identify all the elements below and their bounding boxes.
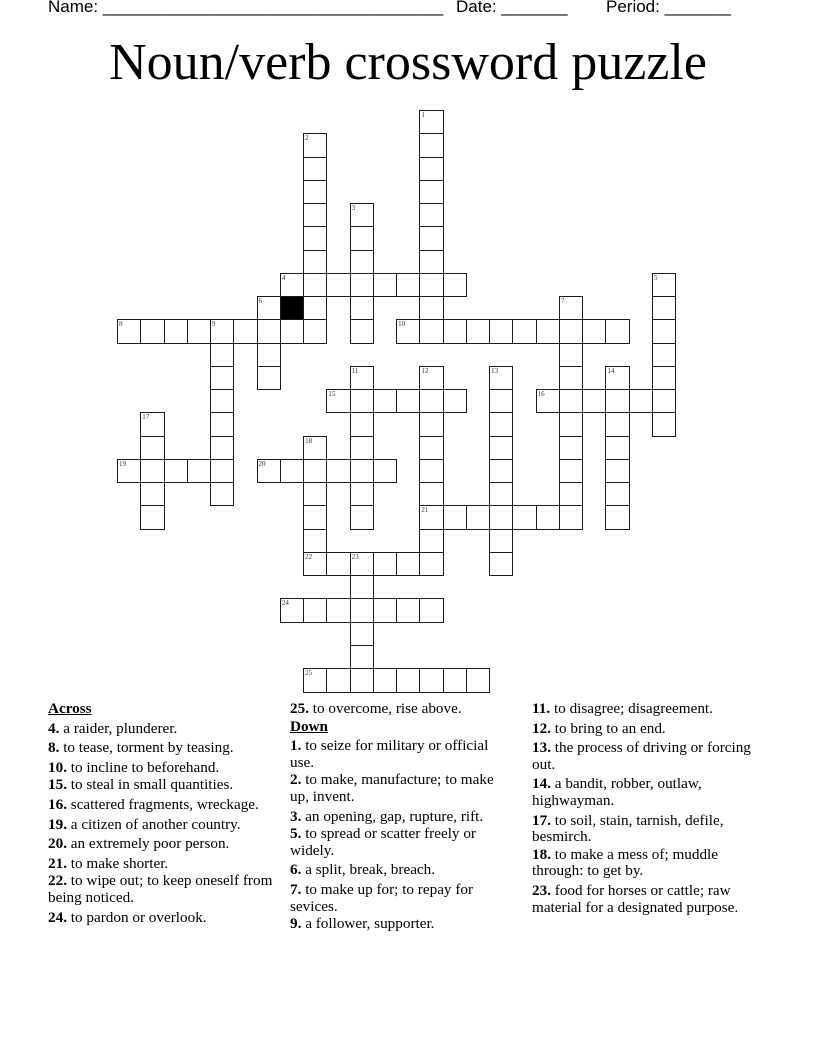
- clue-number: 17.: [532, 811, 551, 829]
- grid-cell[interactable]: [373, 273, 397, 297]
- grid-cell[interactable]: [419, 436, 443, 460]
- grid-cell[interactable]: [489, 366, 513, 390]
- clue-across-19: [48, 817, 274, 834]
- grid-cell[interactable]: [280, 319, 304, 343]
- clue-across-8: [48, 740, 274, 757]
- clue-text: food for horses or cattle; raw material for a designated purpose.: [532, 881, 739, 916]
- grid-cell[interactable]: [536, 505, 560, 529]
- grid-cell[interactable]: [303, 133, 327, 157]
- page-title: Noun/verb crossword puzzle: [109, 34, 707, 91]
- grid-cell[interactable]: [396, 319, 420, 343]
- grid-cell[interactable]: [210, 343, 234, 367]
- clue-text: to pardon or overlook.: [66, 908, 207, 926]
- cell-number: 17: [142, 413, 150, 422]
- grid-cell[interactable]: [350, 250, 374, 274]
- grid-cell[interactable]: [605, 319, 629, 343]
- grid-cell[interactable]: [350, 389, 374, 413]
- clue-number: 21.: [48, 854, 67, 872]
- grid-cell[interactable]: [326, 598, 350, 622]
- grid-cell[interactable]: [210, 412, 234, 436]
- grid-cell[interactable]: [164, 459, 188, 483]
- clue-text: to bring to an end.: [550, 719, 666, 737]
- clue-number: 19.: [48, 815, 67, 833]
- cell-number: 9: [212, 320, 216, 329]
- grid-cell[interactable]: [210, 436, 234, 460]
- grid-cell[interactable]: [350, 296, 374, 320]
- grid-cell[interactable]: [350, 412, 374, 436]
- grid-cell[interactable]: [419, 366, 443, 390]
- grid-cell[interactable]: [559, 366, 583, 390]
- cell-number: 5: [653, 273, 658, 282]
- cell-number: 10: [398, 320, 406, 329]
- grid-cell[interactable]: [605, 505, 629, 529]
- clue-text: to tease, torment by teasing.: [59, 739, 234, 757]
- clue-number: 5.: [290, 825, 302, 843]
- grid-cell[interactable]: [512, 319, 536, 343]
- grid-cell[interactable]: [350, 459, 374, 483]
- grid-cell[interactable]: [140, 459, 164, 483]
- grid-cell[interactable]: [559, 343, 583, 367]
- grid-cell[interactable]: [303, 250, 327, 274]
- grid-cell[interactable]: [350, 203, 374, 227]
- grid-cell[interactable]: [419, 110, 443, 134]
- grid-cell[interactable]: [280, 273, 304, 297]
- grid-cell[interactable]: [466, 668, 490, 692]
- grid-cell[interactable]: [140, 412, 164, 436]
- clue-text: to disagree; disagreement.: [550, 700, 713, 717]
- grid-cell[interactable]: [303, 273, 327, 297]
- grid-cell[interactable]: [489, 459, 513, 483]
- grid-cell[interactable]: [419, 319, 443, 343]
- clues-column-2: [290, 701, 516, 936]
- clue-down-18: [532, 847, 758, 880]
- grid-cell[interactable]: [140, 319, 164, 343]
- grid-cell[interactable]: [559, 296, 583, 320]
- grid-cell[interactable]: [303, 598, 327, 622]
- clue-text: to overcome, rise above.: [308, 700, 462, 717]
- grid-cell[interactable]: [396, 668, 420, 692]
- grid-cell[interactable]: [466, 319, 490, 343]
- grid-cell[interactable]: [443, 389, 467, 413]
- down-heading: Down: [290, 717, 328, 735]
- grid-cell[interactable]: [419, 389, 443, 413]
- grid-cell[interactable]: [210, 389, 234, 413]
- cell-number: 16: [537, 390, 545, 399]
- clue-across-24: [48, 910, 274, 927]
- cell-number: 15: [328, 390, 336, 399]
- grid-cell[interactable]: [350, 645, 374, 669]
- clue-down-5: [290, 826, 516, 859]
- grid-cell[interactable]: [443, 668, 467, 692]
- clue-across-4: [48, 721, 274, 738]
- clue-across-21: [48, 856, 274, 873]
- clue-number: 9.: [290, 915, 302, 933]
- date-field-label[interactable]: Date: _______: [456, 0, 568, 16]
- clue-text: to spread or scatter freely or widely.: [290, 825, 476, 859]
- grid-cell[interactable]: [117, 319, 141, 343]
- clue-text: to make a mess of; muddle through: to get by.: [532, 845, 719, 880]
- grid-cell[interactable]: [443, 319, 467, 343]
- grid-cell[interactable]: [512, 505, 536, 529]
- grid-cell[interactable]: [419, 226, 443, 250]
- grid-cell[interactable]: [489, 529, 513, 553]
- grid-cell[interactable]: [117, 459, 141, 483]
- clue-down-2: [290, 772, 516, 805]
- clue-text: a bandit, robber, outlaw, highwayman.: [532, 775, 702, 809]
- grid-cell[interactable]: [326, 389, 350, 413]
- grid-cell[interactable]: [257, 343, 281, 367]
- clue-text: to make shorter.: [66, 854, 169, 872]
- grid-cell[interactable]: [419, 203, 443, 227]
- grid-cell[interactable]: [652, 389, 676, 413]
- clue-down-17: [532, 813, 758, 846]
- grid-cell[interactable]: [605, 389, 629, 413]
- across-heading: Across: [48, 700, 92, 717]
- clue-text: to steal in small quantities.: [66, 776, 234, 794]
- grid-cell[interactable]: [350, 622, 374, 646]
- grid-cell[interactable]: [350, 319, 374, 343]
- clues-column-3: [532, 701, 758, 919]
- cell-number: 12: [421, 366, 429, 375]
- clue-number: 22.: [48, 872, 67, 890]
- grid-cell[interactable]: [373, 552, 397, 576]
- grid-cell[interactable]: [303, 319, 327, 343]
- grid-cell[interactable]: [396, 389, 420, 413]
- grid-cell[interactable]: [373, 668, 397, 692]
- grid-cell[interactable]: [629, 389, 653, 413]
- grid-cell[interactable]: [559, 482, 583, 506]
- clue-text: an opening, gap, rupture, rift.: [301, 807, 484, 825]
- grid-cell[interactable]: [303, 552, 327, 576]
- clue-text: scattered fragments, wreckage.: [66, 795, 259, 813]
- clue-text: to soil, stain, tarnish, defile, besmirch.: [532, 811, 724, 846]
- grid-cell[interactable]: [652, 296, 676, 320]
- grid-cell[interactable]: [419, 598, 443, 622]
- grid-cell[interactable]: [350, 575, 374, 599]
- grid-cell[interactable]: [605, 459, 629, 483]
- clue-across-22: [48, 873, 274, 906]
- clue-across-25: [290, 701, 516, 718]
- grid-cell[interactable]: [303, 482, 327, 506]
- grid-cell[interactable]: [326, 668, 350, 692]
- grid-cell[interactable]: [210, 459, 234, 483]
- clue-text: to seize for military or official use.: [290, 737, 489, 771]
- grid-cell[interactable]: [559, 319, 583, 343]
- clue-across-10: [48, 760, 274, 777]
- clue-number: 25.: [290, 700, 309, 717]
- grid-cell[interactable]: [280, 598, 304, 622]
- grid-cell[interactable]: [489, 552, 513, 576]
- cell-number: 4: [281, 273, 286, 282]
- clue-text: to make, manufacture; to make up, invent.: [290, 771, 494, 805]
- grid-cell[interactable]: [396, 552, 420, 576]
- grid-cell[interactable]: [303, 436, 327, 460]
- cell-number: 19: [119, 459, 126, 468]
- cell-number: 3: [351, 204, 356, 213]
- grid-cell[interactable]: [443, 505, 467, 529]
- clues-column-1: [48, 701, 274, 929]
- grid-cell[interactable]: [326, 459, 350, 483]
- clue-text: to wipe out; to keep oneself from being noticed.: [48, 872, 273, 906]
- clue-down-7: [290, 882, 516, 915]
- grid-cell[interactable]: [257, 319, 281, 343]
- grid-cell[interactable]: [373, 389, 397, 413]
- clue-across-16: [48, 797, 274, 814]
- grid-cell[interactable]: [605, 436, 629, 460]
- clue-across-15: [48, 777, 274, 794]
- cell-number: 14: [607, 366, 615, 375]
- grid-cell[interactable]: [303, 226, 327, 250]
- grid-cell[interactable]: [140, 436, 164, 460]
- cell-number: 18: [305, 436, 313, 445]
- grid-cell[interactable]: [140, 482, 164, 506]
- grid-cell[interactable]: [164, 319, 188, 343]
- cell-number: 24: [281, 599, 289, 608]
- cell-number: 13: [491, 366, 499, 375]
- grid-cell[interactable]: [350, 366, 374, 390]
- clue-number: 20.: [48, 835, 67, 853]
- grid-cell[interactable]: [582, 389, 606, 413]
- grid-cell[interactable]: [350, 436, 374, 460]
- cell-number: 23: [351, 552, 359, 561]
- clue-down-3: [290, 809, 516, 826]
- grid-cell[interactable]: [419, 180, 443, 204]
- grid-cell[interactable]: [419, 296, 443, 320]
- grid-cell[interactable]: [303, 529, 327, 553]
- grid-cell[interactable]: [303, 296, 327, 320]
- clue-number: 6.: [290, 861, 302, 879]
- clue-text: a raider, plunderer.: [59, 719, 178, 737]
- grid-cell[interactable]: [326, 273, 350, 297]
- grid-cell[interactable]: [443, 273, 467, 297]
- clue-number: 11.: [532, 700, 551, 717]
- clue-text: the process of driving or forcing out.: [532, 739, 751, 773]
- grid-cell[interactable]: [652, 273, 676, 297]
- grid-cell[interactable]: [257, 459, 281, 483]
- cell-number: 8: [119, 320, 123, 329]
- grid-cell[interactable]: [303, 459, 327, 483]
- grid-cell[interactable]: [489, 436, 513, 460]
- clue-text: to incline to beforehand.: [66, 758, 220, 776]
- grid-cell[interactable]: [419, 157, 443, 181]
- grid-cell[interactable]: [373, 459, 397, 483]
- grid-black-cell: [280, 296, 304, 320]
- clue-number: 8.: [48, 739, 60, 757]
- grid-cell[interactable]: [210, 366, 234, 390]
- grid-cell[interactable]: [489, 505, 513, 529]
- grid-cell[interactable]: [210, 319, 234, 343]
- grid-cell[interactable]: [350, 482, 374, 506]
- grid-cell[interactable]: [419, 552, 443, 576]
- grid-cell[interactable]: [559, 412, 583, 436]
- grid-cell[interactable]: [210, 482, 234, 506]
- clue-text: a split, break, breach.: [301, 861, 436, 879]
- clue-down-13: [532, 740, 758, 773]
- clue-number: 16.: [48, 795, 67, 813]
- clue-text: a follower, supporter.: [301, 915, 435, 933]
- grid-cell[interactable]: [350, 598, 374, 622]
- grid-cell[interactable]: [652, 319, 676, 343]
- grid-cell[interactable]: [605, 412, 629, 436]
- clue-number: 1.: [290, 737, 302, 755]
- clue-number: 14.: [532, 775, 551, 793]
- grid-cell[interactable]: [559, 436, 583, 460]
- grid-cell[interactable]: [257, 296, 281, 320]
- clue-text: a citizen of another country.: [66, 815, 241, 833]
- grid-cell[interactable]: [257, 366, 281, 390]
- grid-cell[interactable]: [396, 273, 420, 297]
- clue-down-9: [290, 916, 516, 933]
- cell-number: 7: [560, 297, 565, 306]
- grid-cell[interactable]: [419, 459, 443, 483]
- student-info-header: [48, 0, 768, 19]
- grid-cell[interactable]: [140, 505, 164, 529]
- grid-cell[interactable]: [652, 343, 676, 367]
- grid-cell[interactable]: [419, 668, 443, 692]
- cell-number: 22: [305, 552, 313, 561]
- cell-number: 11: [351, 366, 359, 375]
- clue-number: 15.: [48, 776, 67, 794]
- clue-down-14: [532, 776, 758, 809]
- cell-number: 6: [258, 297, 263, 306]
- grid-cell[interactable]: [489, 412, 513, 436]
- clue-number: 2.: [290, 771, 302, 789]
- clue-text: an extremely poor person.: [66, 835, 230, 853]
- name-field-label[interactable]: Name: ____________________________________: [48, 0, 444, 16]
- grid-cell[interactable]: [652, 412, 676, 436]
- grid-cell[interactable]: [419, 250, 443, 274]
- grid-cell[interactable]: [350, 668, 374, 692]
- grid-cell[interactable]: [303, 203, 327, 227]
- grid-cell[interactable]: [419, 482, 443, 506]
- cell-number: 25: [305, 669, 313, 678]
- grid-cell[interactable]: [303, 180, 327, 204]
- clue-number: 7.: [290, 880, 302, 898]
- clue-number: 10.: [48, 758, 67, 776]
- clue-number: 18.: [532, 845, 551, 863]
- grid-cell[interactable]: [303, 157, 327, 181]
- grid-cell[interactable]: [652, 366, 676, 390]
- cell-number: 1: [421, 111, 425, 119]
- clue-down-1: [290, 738, 516, 771]
- grid-cell[interactable]: [419, 529, 443, 553]
- grid-cell[interactable]: [559, 505, 583, 529]
- grid-cell[interactable]: [419, 412, 443, 436]
- clue-number: 12.: [532, 719, 551, 737]
- grid-cell[interactable]: [489, 389, 513, 413]
- grid-cell[interactable]: [280, 459, 304, 483]
- grid-cell[interactable]: [187, 319, 211, 343]
- grid-cell[interactable]: [187, 459, 211, 483]
- grid-cell[interactable]: [419, 505, 443, 529]
- grid-cell[interactable]: [419, 273, 443, 297]
- period-field-label[interactable]: Period: _______: [606, 0, 731, 16]
- grid-cell[interactable]: [350, 226, 374, 250]
- clue-down-23: [532, 883, 758, 916]
- grid-cell[interactable]: [303, 505, 327, 529]
- grid-cell[interactable]: [350, 552, 374, 576]
- grid-cell[interactable]: [350, 273, 374, 297]
- grid-cell[interactable]: [350, 505, 374, 529]
- grid-cell[interactable]: [233, 319, 257, 343]
- clue-across-20: [48, 836, 274, 853]
- clue-number: 23.: [532, 881, 551, 899]
- grid-cell[interactable]: [396, 598, 420, 622]
- clue-down-12: [532, 721, 758, 738]
- clue-number: 3.: [290, 807, 302, 825]
- grid-cell[interactable]: [559, 389, 583, 413]
- grid-cell[interactable]: [605, 366, 629, 390]
- clue-down-11: [532, 701, 758, 718]
- grid-cell[interactable]: [326, 552, 350, 576]
- cell-number: 2: [305, 134, 309, 143]
- grid-cell[interactable]: [536, 319, 560, 343]
- grid-cell[interactable]: [373, 598, 397, 622]
- grid-cell[interactable]: [466, 505, 490, 529]
- cell-number: 21: [421, 506, 429, 515]
- clue-number: 4.: [48, 719, 60, 737]
- clue-down-6: [290, 862, 516, 879]
- grid-cell[interactable]: [582, 319, 606, 343]
- grid-cell[interactable]: [536, 389, 560, 413]
- grid-cell[interactable]: [419, 133, 443, 157]
- grid-cell[interactable]: [489, 319, 513, 343]
- clue-number: 24.: [48, 908, 67, 926]
- clue-number: 13.: [532, 739, 551, 757]
- grid-cell[interactable]: [303, 668, 327, 692]
- cell-number: 20: [258, 459, 266, 468]
- clue-text: to make up for; to repay for sevices.: [290, 880, 474, 915]
- grid-cell[interactable]: [605, 482, 629, 506]
- grid-cell[interactable]: [489, 482, 513, 506]
- grid-cell[interactable]: [559, 459, 583, 483]
